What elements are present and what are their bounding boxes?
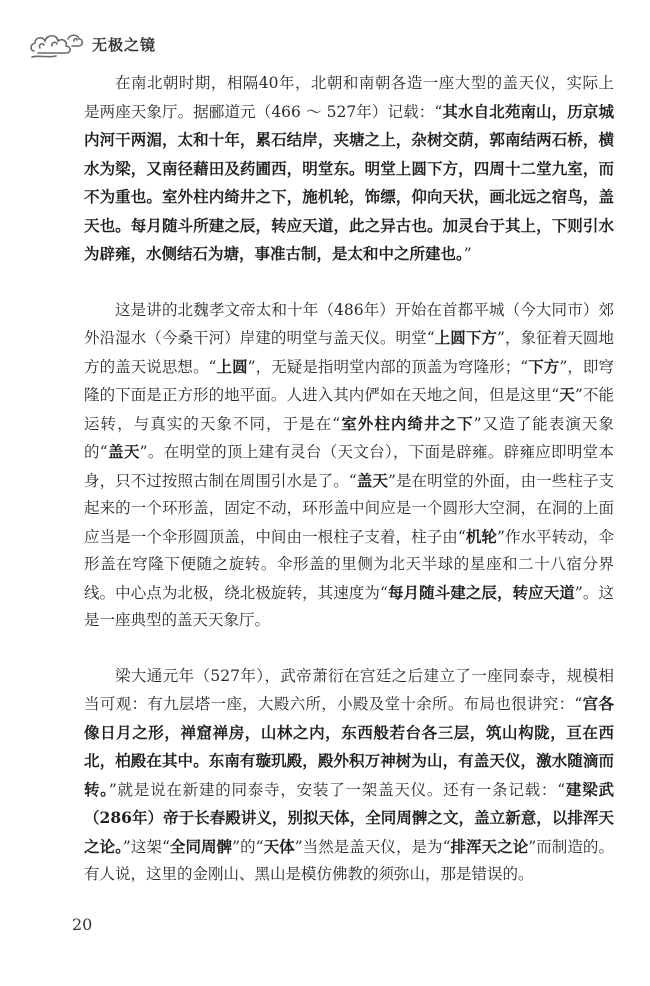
quoted-text: 上圆 [216, 356, 248, 376]
text-run: 梁大通元年（527年），武帝萧衍在宫廷之后建立了一座同泰寺，规模相当可观：有九层塔一座，大殿六所，小殿及堂十余所。布局也很讲究：“ [84, 666, 614, 713]
text-run: ”，无疑是指明堂内部的顶盖为穹隆形；“ [247, 357, 529, 376]
text-run: ”，即穹隆的下面是正方形的地平面。人进入其内俨如在天地之间，但是这里“ [84, 357, 614, 404]
quoted-text: 盖天 [107, 442, 140, 461]
text-run: ”就是说在新建的同泰寺，安装了一架盖天仪。还有一条记载：“ [108, 780, 566, 799]
text-run: 这是讲的北魏孝文帝太和十年（486年）开始在首都平城（今大同市）郊外沿湿水（今桑干河）岸建的明堂与盖天仪。明堂“ [84, 300, 614, 347]
text-run: ”当然是盖天仪，是为“ [294, 837, 451, 856]
text-run: ”的“ [232, 837, 264, 856]
text-run: ”是在明堂的外面，由一些柱子支起来的一个环形盖，固定不动，环形盖中间应是一个圆形大空洞，在洞的上面应当是一个伞形圆顶盖，中间由一根柱子支着，柱子由“ [84, 471, 614, 546]
quoted-text: 下方 [528, 356, 560, 376]
quoted-text: 室外柱内绮井之下 [340, 413, 474, 433]
quoted-text: 全同周髀 [169, 836, 233, 856]
quoted-text: 盖天 [356, 470, 388, 490]
auspicious-cloud-icon [28, 27, 86, 61]
text-run: ”。在明堂的顶上建有灵台（天文台），下面是辟雍。辟雍应即明堂本身，只不过按照古制在周围引水是了。“ [84, 443, 614, 490]
quoted-text: 上圆下方 [434, 328, 498, 347]
text-run: ”作水平转动，伞形盖在穹隆下便随之旋转。伞形盖的里侧为北天半球的星座和二十八宿分界线。中心点为北极，绕北极旋转，其速度为“ [84, 527, 614, 602]
body-text [84, 70, 614, 889]
text-run: ”不能运转，与真实的天象不同，于是在“ [84, 386, 614, 433]
text-run: ”又造了能表演天象的“ [84, 414, 614, 461]
quoted-text: 其水自北苑南山，历京城内河干两湄，太和十年，累石结岸，夹塘之上，杂树交荫，郭南结两石桥，横水为梁，又南径藉田及药圃西，明堂东。明堂上圆下方，四周十二堂九室，而不为重也。室外柱内绮井之下，施机轮，饰缥，仰向天状，画北远之宿鸟，盖天也。每月随斗所建之辰，转应天道，此之异古也。加灵台于其上，下则引水为辟雍，水侧结石为塘，事准古制，是太和中之所建也。 [84, 101, 614, 263]
book-title: 无极之镜 [92, 35, 157, 54]
paragraph [84, 297, 614, 635]
text-run: 在南北朝时期，相隔40年，北朝和南朝各造一座大型的盖天仪，实际上是两座天象厅。据郦道元（466 ～ 527年）记载：“ [84, 74, 614, 121]
quoted-text: 排浑天之论 [450, 836, 529, 856]
quoted-text: 天体 [263, 836, 295, 856]
quoted-text: 宫各像日月之形，禅窟禅房，山林之内，东西般若台各三层，筑山构陇，亘在西北，柏殿在其中。东南有璇玑殿，殿外积万神树为山，有盖天仪，激水随滴而转。 [84, 694, 614, 799]
text-run: ”，象征着天圆地方的盖天说思想。“ [84, 329, 614, 376]
page-number: 20 [72, 915, 93, 934]
quoted-text: 每月随斗建之辰，转应天道 [387, 582, 575, 602]
quoted-text: 建梁武（286年）帝于长春殿讲义，别拟天体，全同周髀之文，盖立新意，以排浑天之论。 [84, 779, 614, 856]
text-run: ” [463, 245, 472, 263]
quoted-text: 天 [559, 385, 575, 404]
paragraph [84, 70, 614, 269]
text-run: ”这架“ [122, 837, 170, 856]
text-run: ”。这是一座典型的盖天天象厅。 [84, 583, 614, 629]
running-header [28, 26, 156, 62]
quoted-text: 机轮 [465, 526, 498, 546]
paragraph [84, 663, 614, 889]
text-run: ”而制造的。有人说，这里的金刚山、黑山是模仿佛教的须弥山，那是错误的。 [84, 837, 614, 883]
